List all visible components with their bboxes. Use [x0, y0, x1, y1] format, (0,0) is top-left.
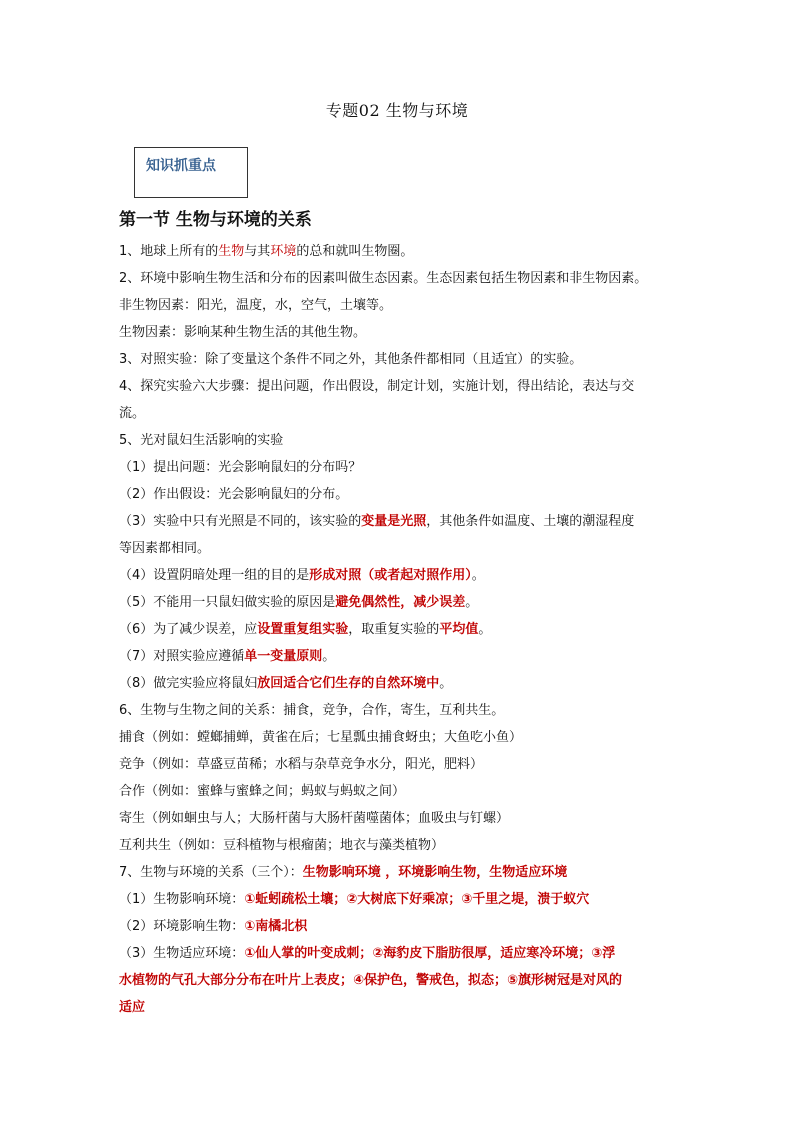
text-line — [119, 238, 679, 265]
text-line — [119, 616, 679, 643]
text-line — [119, 292, 679, 319]
text-segment: 互利共生（例如：豆科植物与根瘤菌；地衣与藻类植物） — [119, 838, 445, 853]
text-segment: （4）设置阴暗处理一组的目的是 — [119, 568, 310, 583]
text-segment: （2）作出假设：光会影响鼠妇的分布。 — [119, 487, 349, 502]
highlight-text: 环境 — [270, 244, 297, 259]
text-segment: （3）实验中只有光照是不同的，该实验的 — [119, 514, 362, 529]
text-line — [119, 967, 679, 994]
highlight-text: 生物影响环境 ，环境影响生物，生物适应环境 — [302, 865, 568, 880]
knowledge-tag-box — [134, 147, 248, 198]
highlight-text: 平均值 — [439, 622, 479, 637]
content-body — [119, 238, 679, 1021]
text-segment: 等因素都相同。 — [119, 541, 211, 556]
text-segment: （5）不能用一只鼠妇做实验的原因是 — [119, 595, 336, 610]
text-line — [119, 535, 679, 562]
text-segment: 合作（例如：蜜蜂与蜜蜂之间；蚂蚁与蚂蚁之间） — [119, 784, 406, 799]
text-segment: 7、生物与环境的关系（三个）： — [119, 865, 303, 880]
text-segment: （1）提出问题：光会影响鼠妇的分布吗？ — [119, 460, 362, 475]
text-segment: 生物因素：影响某种生物生活的其他生物。 — [119, 325, 367, 340]
text-line — [119, 670, 679, 697]
text-segment: 竞争（例如：草盛豆苗稀；水稻与杂草竞争水分，阳光，肥料） — [119, 757, 484, 772]
text-segment: 寄生（例如蛔虫与人；大肠杆菌与大肠杆菌噬菌体；血吸虫与钉螺） — [119, 811, 510, 826]
highlight-text: ①蚯蚓疏松土壤；②大树底下好乘凉；③千里之堤，溃于蚁穴 — [244, 892, 590, 907]
highlight-text: 放回适合它们生存的自然环境中 — [257, 676, 440, 691]
text-line — [119, 724, 679, 751]
text-line — [119, 994, 679, 1021]
text-line — [119, 940, 679, 967]
highlight-text: ①南橘北枳 — [244, 919, 308, 934]
text-line — [119, 886, 679, 913]
text-line — [119, 400, 679, 427]
text-segment: ，其他条件如温度、土壤的潮湿程度 — [426, 514, 635, 529]
document-title: 专题02 生物与环境 — [325, 101, 469, 120]
text-segment: 。 — [471, 568, 485, 583]
text-line — [119, 643, 679, 670]
text-line — [119, 427, 679, 454]
text-segment: 4、探究实验六大步骤：提出问题，作出假设，制定计划，实施计划，得出结论，表达与交 — [119, 379, 635, 394]
text-line — [119, 265, 679, 292]
knowledge-tag-label: 知识抓重点 — [146, 158, 216, 174]
text-segment: 3、对照实验：除了变量这个条件不同之外，其他条件都相同（且适宜）的实验。 — [119, 352, 583, 367]
text-segment: 。 — [439, 676, 453, 691]
text-segment: 的总和就叫生物圈。 — [296, 244, 414, 259]
text-segment: 6、生物与生物之间的关系：捕食，竞争，合作，寄生，互利共生。 — [119, 703, 505, 718]
text-line — [119, 697, 679, 724]
text-segment: （6）为了减少误差，应 — [119, 622, 258, 637]
highlight-text: 适应 — [119, 1000, 146, 1015]
highlight-text: ①仙人掌的叶变成刺；②海豹皮下脂肪很厚，适应寒冷环境；③浮 — [244, 946, 616, 961]
text-segment: （7）对照实验应遵循 — [119, 649, 245, 664]
text-line — [119, 589, 679, 616]
text-segment: 非生物因素：阳光，温度，水，空气，土壤等。 — [119, 298, 393, 313]
text-segment: 。 — [478, 622, 492, 637]
text-line — [119, 859, 679, 886]
text-segment: （2）环境影响生物： — [119, 919, 245, 934]
highlight-text: 变量是光照 — [361, 514, 427, 529]
text-line — [119, 346, 679, 373]
highlight-text: 避免偶然性，减少误差 — [335, 595, 466, 610]
text-line — [119, 319, 679, 346]
text-segment: （3）生物适应环境： — [119, 946, 245, 961]
highlight-text: 生物 — [218, 244, 245, 259]
text-segment: ，取重复实验的 — [348, 622, 440, 637]
highlight-text: 设置重复组实验 — [257, 622, 349, 637]
text-segment: 1、地球上所有的 — [119, 244, 219, 259]
text-segment: （1）生物影响环境： — [119, 892, 245, 907]
text-segment: 与其 — [244, 244, 271, 259]
highlight-text: 形成对照（或者起对照作用） — [309, 568, 472, 583]
text-line — [119, 508, 679, 535]
text-segment: 捕食（例如：螳螂捕蝉，黄雀在后；七星瓢虫捕食蚜虫；大鱼吃小鱼） — [119, 730, 523, 745]
text-segment: 5、光对鼠妇生活影响的实验 — [119, 433, 284, 448]
text-line — [119, 913, 679, 940]
text-line — [119, 373, 679, 400]
text-segment: 流。 — [119, 406, 146, 421]
text-segment: 2、环境中影响生物生活和分布的因素叫做生态因素。生态因素包括生物因素和非生物因素。 — [119, 271, 648, 286]
section-heading: 第一节 生物与环境的关系 — [119, 210, 312, 230]
text-line — [119, 562, 679, 589]
text-segment: 。 — [465, 595, 479, 610]
text-line — [119, 805, 679, 832]
text-line — [119, 832, 679, 859]
text-segment: 。 — [322, 649, 336, 664]
text-line — [119, 454, 679, 481]
highlight-text: 水植物的气孔大部分分布在叶片上表皮；④保护色，警戒色，拟态；⑤旗形树冠是对风的 — [119, 973, 623, 988]
highlight-text: 单一变量原则 — [244, 649, 323, 664]
text-line — [119, 751, 679, 778]
text-line — [119, 481, 679, 508]
text-segment: （8）做完实验应将鼠妇 — [119, 676, 258, 691]
text-line — [119, 778, 679, 805]
